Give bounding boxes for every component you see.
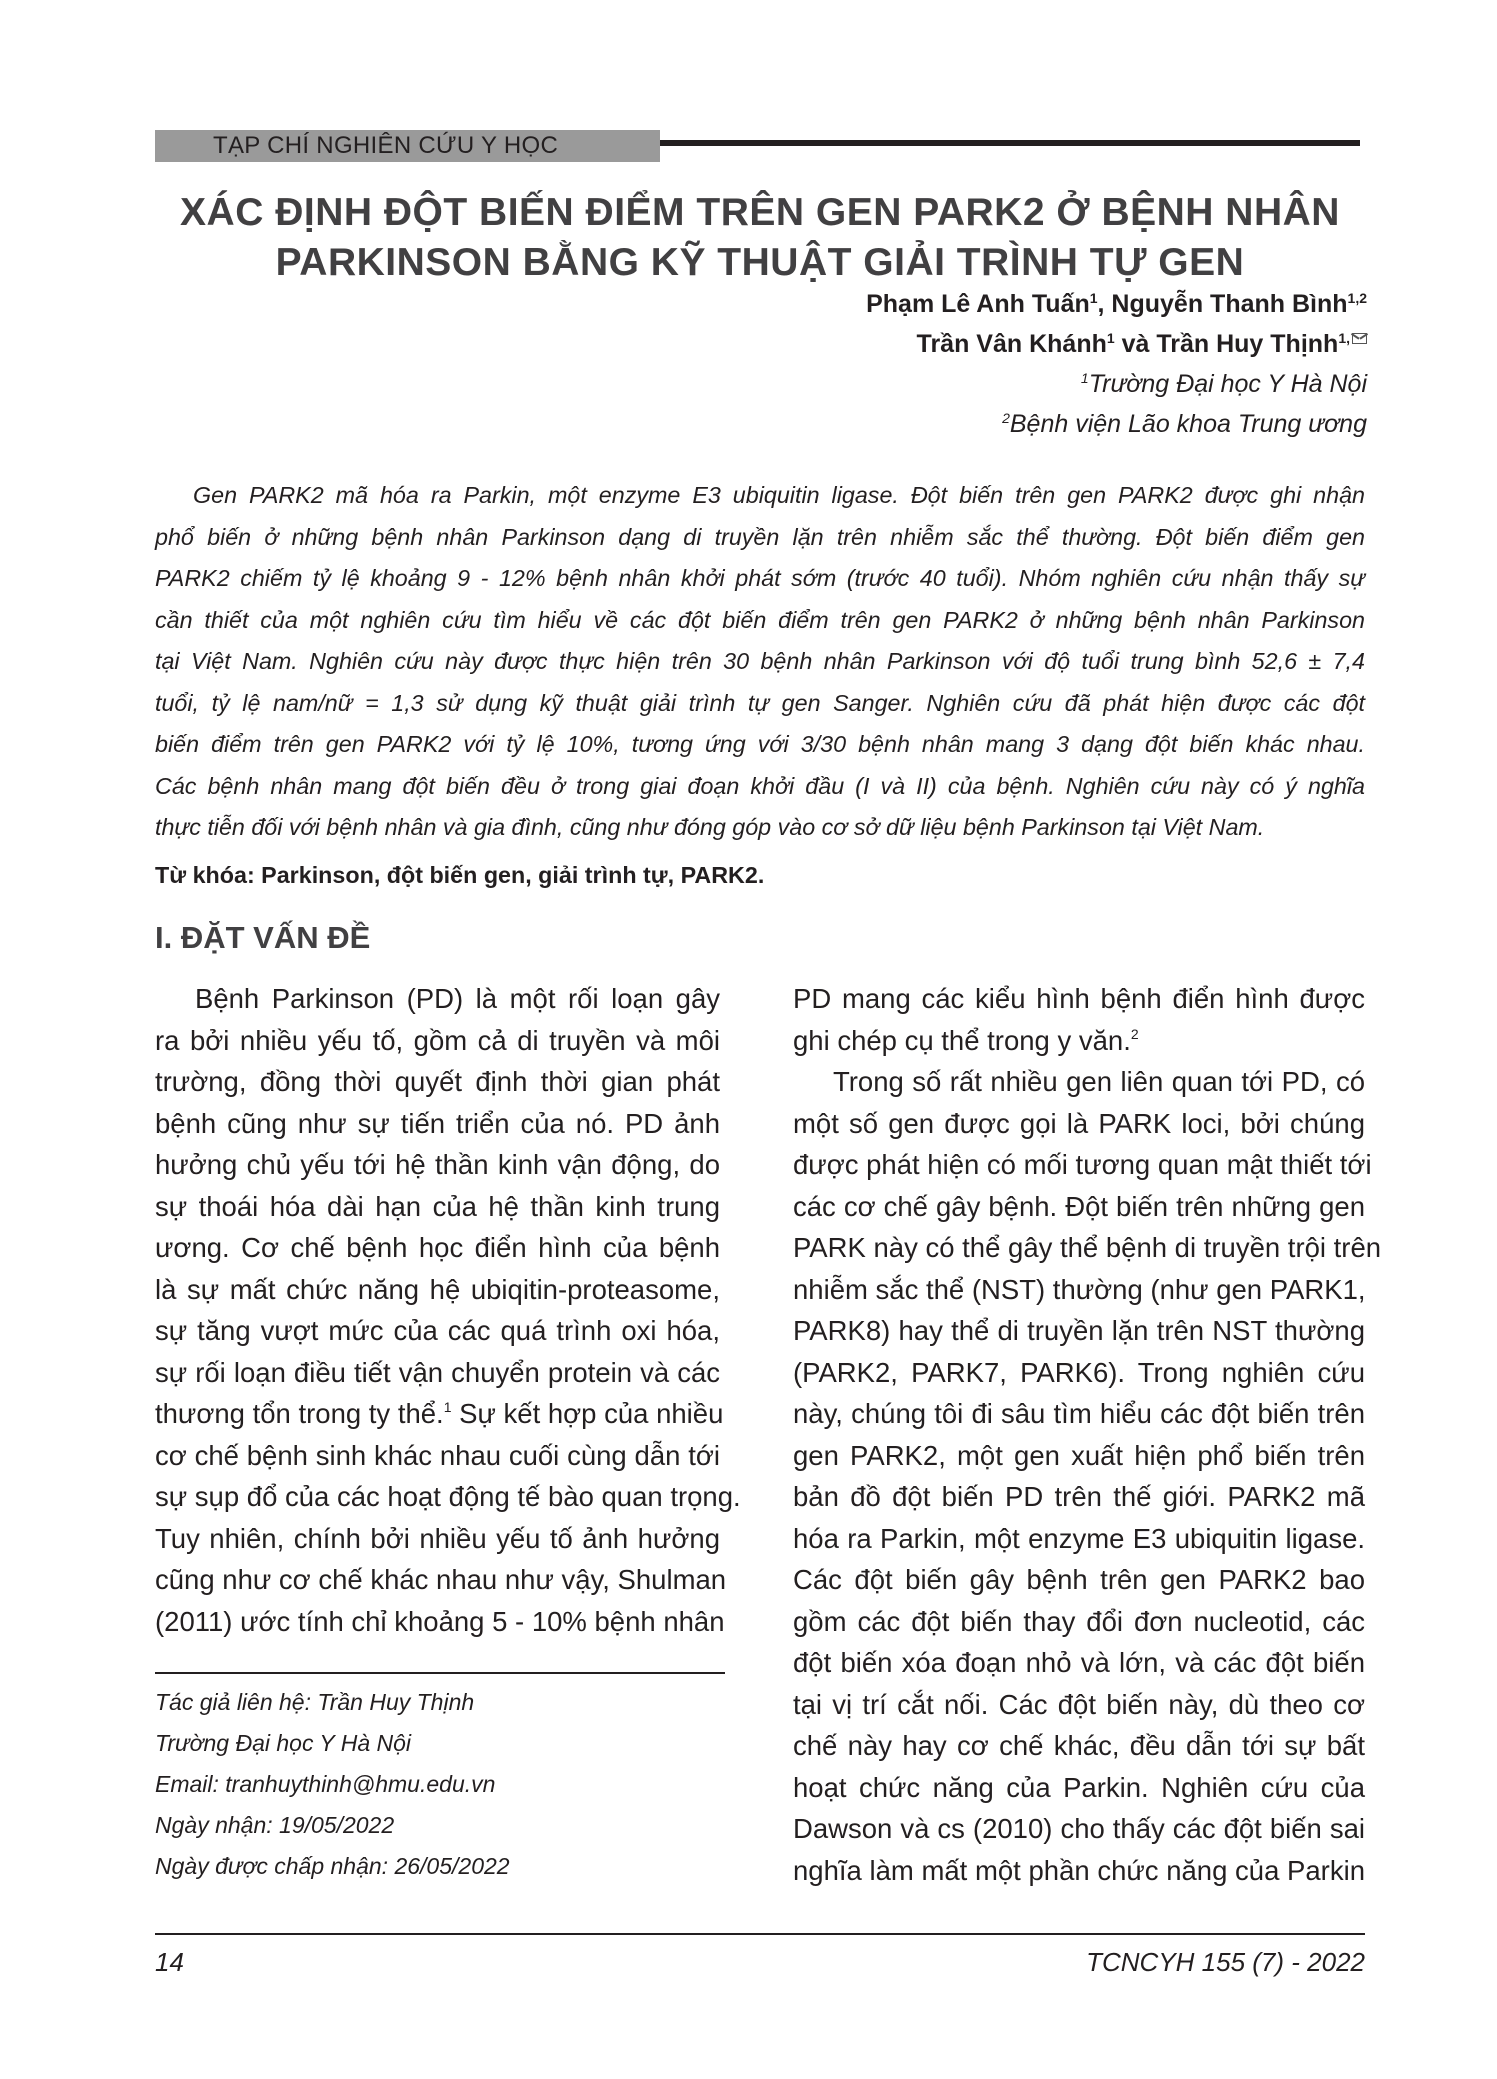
body-line: tại vị trí cắt nối. Các đột biến này, dù theo cơ [793,1688,1365,1720]
body-line [155,1393,724,1435]
body-line: Dawson và cs (2010) cho thấy các đột biến sai [793,1813,1365,1844]
author-name: Trần Vân Khánh [916,330,1107,358]
footnote-rule [155,1672,725,1674]
author-sup: 1,2 [1347,290,1367,306]
body-line: các cơ chế gây bệnh. Đột biến trên những gen [793,1190,1365,1222]
affiliation-text: Bệnh viện Lão khoa Trung ương [1009,410,1367,438]
body-line: PARK8) hay thể di truyền lặn trên NST thường [793,1315,1365,1346]
journal-name: TẠP CHÍ NGHIÊN CỨU Y HỌC [155,130,660,162]
body-line: PARK này có thể gây thể bệnh di truyền trội trên [793,1232,1382,1263]
corresponding-email[interactable]: Email: tranhuythinh@hmu.edu.vn [155,1771,496,1797]
abstract-line: phổ biến ở những bệnh nhân Parkinson dạng di truyền lặn trên nhiễm sắc thể thường. Đột biến điểm gen [155,523,1365,550]
body-line: cơ chế bệnh sinh khác nhau cuối cùng dẫn tới [155,1439,720,1471]
citation-ref: 1 [443,1399,452,1415]
body-line: nghĩa làm mất một phần chức năng của Parkin [793,1854,1365,1886]
abstract-line: tuổi, tỷ lệ nam/nữ = 1,3 sử dụng kỹ thuật giải trình tự gen Sanger. Nghiên cứu đã phát hiện được các đột [155,689,1365,716]
author-name: Phạm Lê Anh Tuấn [866,290,1090,318]
body-line: Trong số rất nhiều gen liên quan tới PD, có [833,1066,1365,1097]
body-line: gen PARK2, một gen xuất hiện phổ biến trên [793,1439,1365,1471]
received-date: Ngày nhận: 19/05/2022 [155,1812,395,1838]
title-line-2: PARKINSON BẰNG KỸ THUẬT GIẢI TRÌNH TỰ GEN [275,241,1245,284]
body-line: trường, đồng thời quyết định thời gian phát [155,1066,720,1097]
abstract-line: cần thiết của một nghiên cứu tìm hiểu về các đột biến điểm trên gen PARK2 ở những bệnh nhân Parkinson [155,606,1365,633]
abstract-line: tại Việt Nam. Nghiên cứu này được thực hiện trên 30 bệnh nhân Parkinson với độ tuổi trung bình 52,6 ± 7,4 [155,648,1365,674]
page-number: 14 [155,1947,184,1977]
affiliation-2 [866,404,1367,444]
keywords: Từ khóa: Parkinson, đột biến gen, giải trình tự, PARK2. [155,862,765,888]
body-line: một số gen được gọi là PARK loci, bởi chúng [793,1107,1365,1139]
body-line: chế này hay cơ chế khác, đều dẫn tới sự bất [793,1730,1365,1761]
author-separator: và [1114,330,1157,358]
body-line: gồm các đột biến thay đổi đơn nucleotid, các [793,1605,1365,1637]
header-rule [660,140,1360,146]
title-line-1: XÁC ĐỊNH ĐỘT BIẾN ĐIỂM TRÊN GEN PARK2 Ở BỆNH NHÂN [180,191,1340,234]
left-column [155,978,741,1642]
body-line: Các đột biến gây bệnh trên gen PARK2 bao [793,1564,1365,1595]
body-line [793,1020,1365,1062]
corresponding-institution: Trường Đại học Y Hà Nội [155,1730,412,1756]
footer-rule [155,1933,1365,1935]
affiliation-1 [866,364,1367,404]
envelope-icon [1352,333,1367,344]
affiliation-text: Trường Đại học Y Hà Nội [1088,370,1367,398]
body-line: sự rối loạn điều tiết vận chuyển protein và các [155,1356,720,1388]
body-line: ra bởi nhiều yếu tố, gồm cả di truyền và môi [155,1024,720,1056]
body-line: sự thoái hóa dài hạn của hệ thần kinh trung [155,1190,720,1222]
affiliation-sup: 1 [1080,370,1089,386]
paper-title [155,188,1365,288]
body-line: Bệnh Parkinson (PD) là một rối loạn gây [195,983,720,1014]
body-line: được phát hiện có mối tương quan mật thiết tới [793,1149,1372,1180]
body-line: bệnh cũng như sự tiến triển của nó. PD ảnh [155,1107,720,1139]
author-line-1 [866,284,1367,324]
abstract-line: Gen PARK2 mã hóa ra Parkin, một enzyme E3 ubiquitin ligase. Đột biến trên gen PARK2 được ghi nhận [193,482,1365,508]
body-text: thương tổn trong ty thể. [155,1398,444,1429]
author-sup: 1 [1106,330,1115,346]
affiliation-sup: 2 [1002,410,1010,426]
right-column [793,978,1382,1891]
body-line: nhiễm sắc thể (NST) thường (như gen PARK1, [793,1273,1366,1305]
body-line: hóa ra Parkin, một enzyme E3 ubiquitin ligase. [793,1522,1365,1554]
author-block [866,284,1367,444]
abstract [155,475,1365,849]
author-name: Nguyễn Thanh Bình [1111,290,1348,318]
body-line: này, chúng tôi đi sâu tìm hiểu các đột biến trên [793,1398,1365,1429]
body-line: (PARK2, PARK7, PARK6). Trong nghiên cứu [793,1356,1365,1388]
abstract-line: thực tiễn đối với bệnh nhân và gia đình, cũng như đóng góp vào cơ sở dữ liệu bệnh Parkinson tại Việt Nam. [155,814,1265,840]
body-line: cũng như cơ chế khác nhau như vậy, Shulman [155,1564,727,1595]
body-line: PD mang các kiểu hình bệnh điển hình được [793,983,1365,1014]
body-line: sự tăng vượt mức của các quá trình oxi hóa, [155,1315,720,1346]
body-line: Tuy nhiên, chính bởi nhiều yếu tố ảnh hưởng [155,1522,720,1554]
corresponding-author: Tác giả liên hệ: Trần Huy Thịnh [155,1689,475,1715]
body-line: ương. Cơ chế bệnh học điển hình của bệnh [155,1232,720,1263]
body-line: hoạt chức năng của Parkin. Nghiên cứu của [793,1771,1365,1803]
journal-header [155,130,1365,164]
abstract-line: biến điểm trên gen PARK2 với tỷ lệ 10%, tương ứng với 3/30 bệnh nhân mang 3 dạng đột biến khác nhau. [155,731,1365,757]
citation-ref: 2 [1130,1025,1139,1042]
body-line: là sự mất chức năng hệ ubiqitin-proteasome, [155,1273,720,1305]
author-sup: 1 [1089,290,1098,306]
author-name: Trần Huy Thịnh [1156,330,1339,358]
author-line-2 [866,324,1367,364]
correspondence-footnote [155,1682,510,1887]
body-line: sự sụp đổ của các hoạt động tế bào quan trọng. [155,1481,741,1512]
author-sup: 1, [1338,330,1350,346]
journal-citation: TCNCYH 155 (7) - 2022 [1086,1947,1365,1977]
body-line: đột biến xóa đoạn nhỏ và lớn, và các đột biến [793,1647,1365,1678]
body-line: hưởng chủ yếu tới hệ thần kinh vận động, do [155,1149,720,1180]
body-line: (2011) ước tính chỉ khoảng 5 - 10% bệnh nhân [155,1605,725,1637]
body-text: ghi chép cụ thể trong y văn. [793,1024,1131,1056]
abstract-line: Các bệnh nhân mang đột biến đều ở trong giai đoạn khởi đầu (I và II) của bệnh. Nghiên cứu này có ý nghĩa [155,772,1365,799]
body-line: bản đồ đột biến PD trên thế giới. PARK2 mã [793,1481,1365,1512]
section-heading: I. ĐẶT VẤN ĐỀ [155,920,371,955]
abstract-line: PARK2 chiếm tỷ lệ khoảng 9 - 12% bệnh nhân khởi phát sớm (trước 40 tuổi). Nhóm nghiên cứu nhận thấy sự [155,565,1365,591]
body-text: Sự kết hợp của nhiều [459,1398,724,1429]
accepted-date: Ngày được chấp nhận: 26/05/2022 [155,1853,510,1879]
author-separator: , [1097,290,1112,318]
